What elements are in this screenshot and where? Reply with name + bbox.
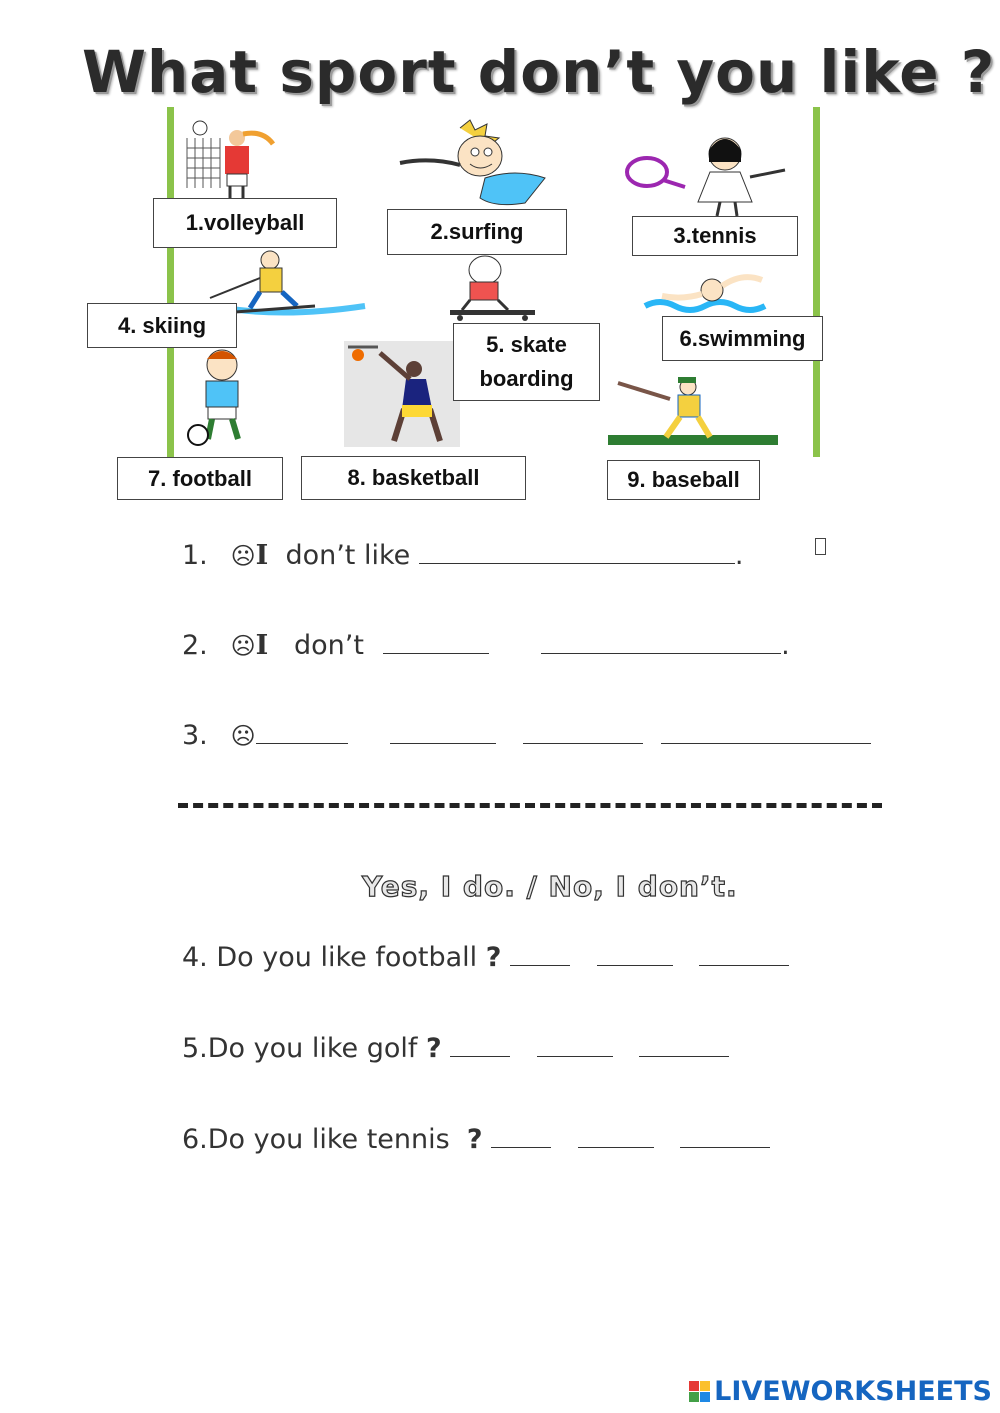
- label-volleyball: 1.volleyball: [153, 198, 337, 248]
- question-2: [182, 630, 790, 661]
- surfer-image: [395, 118, 550, 210]
- question-text: Do you like tennis: [207, 1124, 450, 1155]
- label-surfing: 2.surfing: [387, 209, 567, 255]
- answer-blank[interactable]: [541, 631, 781, 654]
- missing-glyph-icon: [815, 538, 826, 555]
- answer-blank[interactable]: [491, 1125, 551, 1148]
- answer-blank[interactable]: [537, 1034, 613, 1057]
- brand-name: LIVEWORKSHEETS: [714, 1376, 992, 1407]
- football-player-image: [180, 347, 262, 447]
- liveworksheets-logo-icon: [689, 1381, 710, 1402]
- volleyball-player-image: [185, 118, 285, 200]
- left-green-bar: [167, 107, 174, 457]
- question-number: 2.: [182, 630, 208, 661]
- answer-blank[interactable]: [383, 631, 489, 654]
- frown-face-icon: ☹: [230, 542, 256, 570]
- frown-face-icon: ☹: [230, 632, 256, 660]
- answer-blank[interactable]: [390, 721, 496, 744]
- question-6: [182, 1124, 770, 1155]
- swimmer-image: [640, 268, 780, 316]
- label-swimming: 6.swimming: [662, 316, 823, 361]
- period: .: [781, 630, 790, 661]
- question-text: Do you like golf: [207, 1033, 418, 1064]
- question-text: don’t like: [285, 540, 411, 571]
- answer-blank[interactable]: [510, 943, 570, 966]
- label-skateboarding: 5. skate boarding: [453, 323, 600, 401]
- label-football: 7. football: [117, 457, 283, 500]
- dashed-divider: [178, 803, 882, 808]
- answer-blank[interactable]: [699, 943, 789, 966]
- answer-blank[interactable]: [597, 943, 673, 966]
- answer-blank[interactable]: [523, 721, 643, 744]
- answer-blank[interactable]: [680, 1125, 770, 1148]
- question-mark: ?: [466, 1124, 483, 1155]
- question-number: 1.: [182, 540, 208, 571]
- right-green-bar: [813, 107, 820, 457]
- answer-blank[interactable]: [639, 1034, 729, 1057]
- question-number: 4.: [182, 942, 208, 973]
- label-basketball: 8. basketball: [301, 456, 526, 500]
- skateboarder-image: [430, 252, 545, 322]
- subject-i: I: [255, 630, 269, 661]
- footer-brand: [689, 1376, 992, 1407]
- answer-hint: Yes, I do. / No, I don’t.: [362, 870, 738, 903]
- answer-blank[interactable]: [419, 541, 735, 564]
- question-text: don’t: [294, 630, 364, 661]
- question-4: [182, 942, 789, 973]
- question-number: 3.: [182, 720, 208, 751]
- label-baseball: 9. baseball: [607, 460, 760, 500]
- tennis-player-image: [625, 132, 790, 216]
- basketball-player-image: [344, 341, 460, 447]
- question-number: 6.: [182, 1124, 208, 1155]
- question-1: [182, 540, 743, 571]
- label-tennis: 3.tennis: [632, 216, 798, 256]
- page-title: What sport don’t you like ?: [82, 38, 996, 106]
- question-5: [182, 1033, 729, 1064]
- answer-blank[interactable]: [661, 721, 871, 744]
- answer-blank[interactable]: [450, 1034, 510, 1057]
- baseball-player-image: [608, 375, 778, 447]
- question-number: 5.: [182, 1033, 208, 1064]
- answer-blank[interactable]: [256, 721, 348, 744]
- question-3: [182, 720, 871, 751]
- question-text: Do you like football: [216, 942, 478, 973]
- question-mark: ?: [485, 942, 502, 973]
- frown-face-icon: ☹: [230, 722, 256, 750]
- period: .: [734, 540, 744, 571]
- label-skiing: 4. skiing: [87, 303, 237, 348]
- subject-i: I: [255, 540, 269, 571]
- answer-blank[interactable]: [578, 1125, 654, 1148]
- question-mark: ?: [425, 1033, 442, 1064]
